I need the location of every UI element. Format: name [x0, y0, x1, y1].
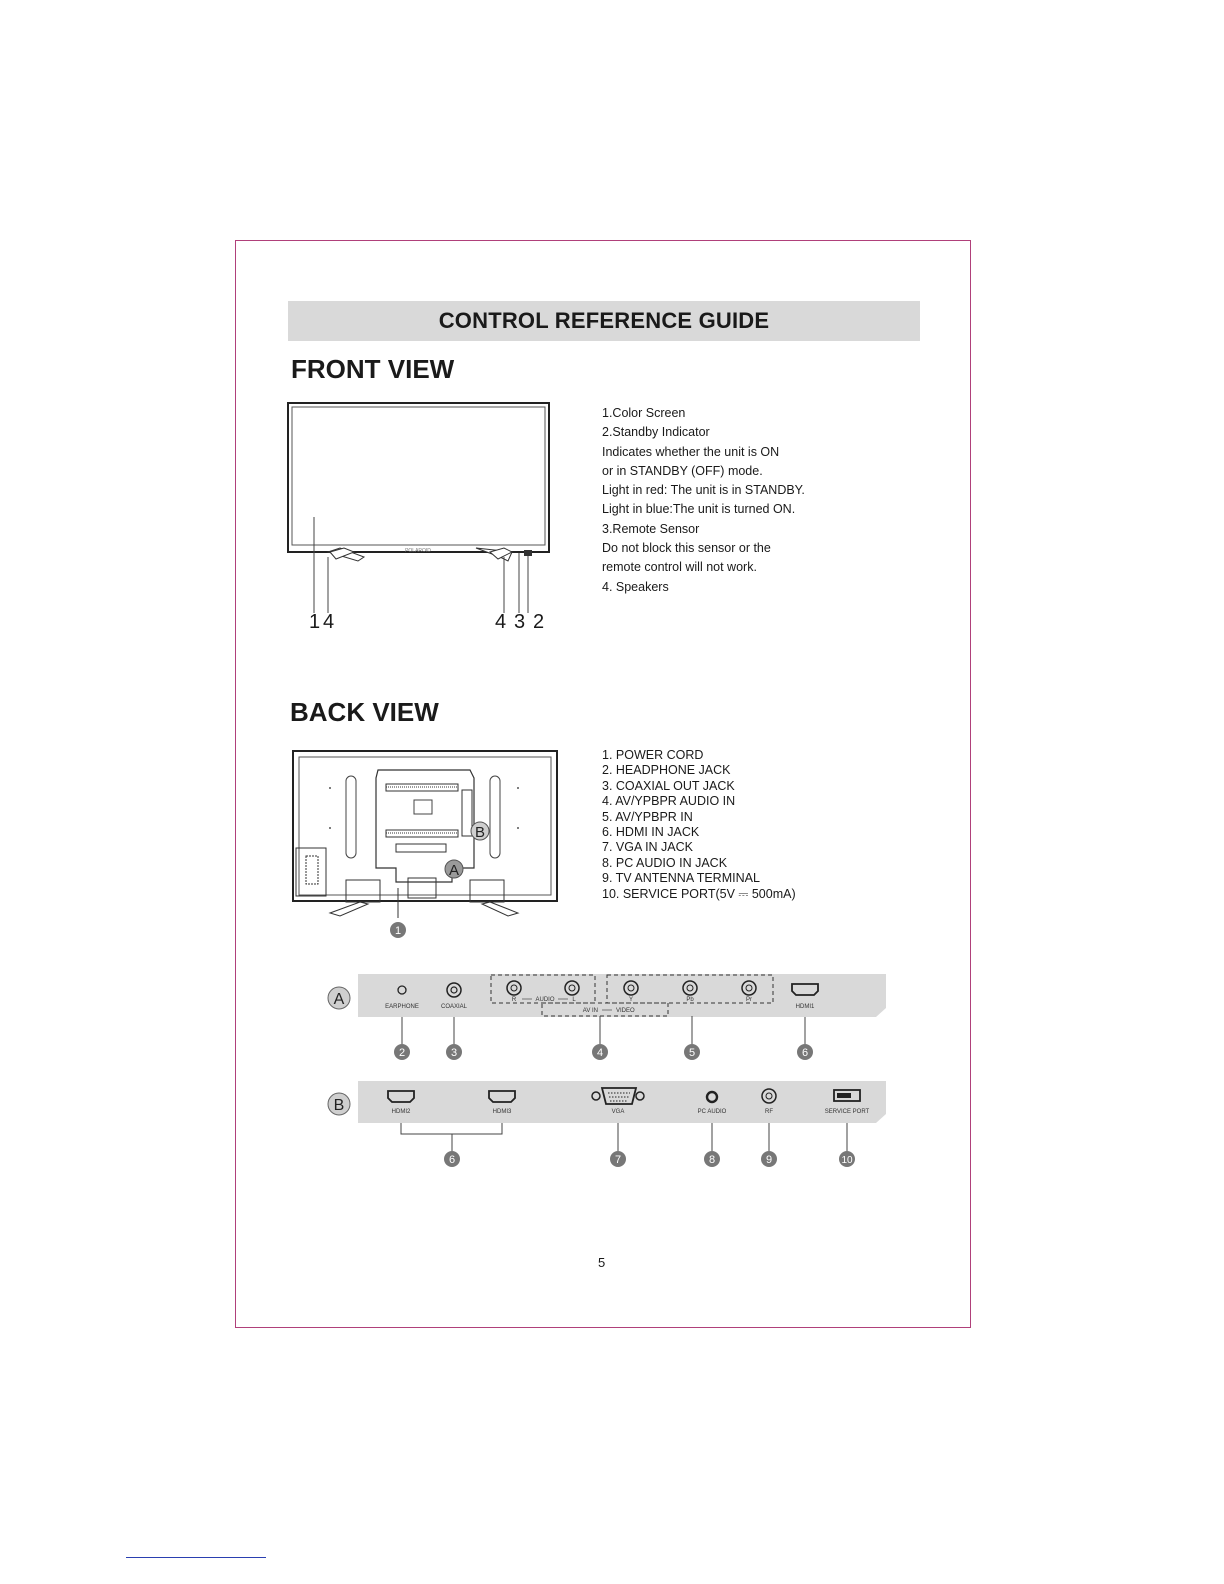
svg-text:HDMI1: HDMI1: [795, 1004, 815, 1010]
tv-brand: POLAROID: [405, 548, 431, 554]
svg-text:6: 6: [801, 1047, 809, 1059]
svg-text:9: 9: [765, 1154, 773, 1166]
svg-text:Y: Y: [628, 997, 634, 1003]
svg-text:2: 2: [398, 1047, 406, 1059]
svg-text:RF: RF: [765, 1109, 773, 1115]
svg-text:7: 7: [614, 1154, 622, 1166]
front-callout-4a: 4: [323, 611, 335, 633]
front-callout-3: 3: [514, 611, 526, 633]
legend-line: 3. COAXIAL OUT JACK: [602, 778, 735, 793]
legend-line: 1.Color Screen: [602, 406, 686, 420]
svg-text:4: 4: [596, 1047, 604, 1059]
front-view-diagram: [280, 395, 550, 635]
legend-line: Light in blue:The unit is turned ON.: [602, 502, 796, 517]
svg-text:SERVICE PORT: SERVICE PORT: [824, 1109, 870, 1115]
svg-text:COAXIAL: COAXIAL: [440, 1004, 468, 1010]
svg-text:6: 6: [448, 1154, 456, 1166]
svg-text:A: A: [333, 991, 345, 1008]
svg-text:VGA: VGA: [611, 1109, 625, 1115]
svg-text:Pb: Pb: [686, 997, 694, 1003]
legend-line: 4. Speakers: [602, 579, 669, 594]
svg-text:5: 5: [688, 1047, 696, 1059]
page-title: CONTROL REFERENCE GUIDE: [438, 308, 770, 333]
svg-text:10: 10: [841, 1155, 853, 1166]
front-view-heading: FRONT VIEW: [291, 354, 455, 384]
svg-text:HDMI2: HDMI2: [391, 1109, 411, 1115]
svg-text:3: 3: [450, 1047, 458, 1059]
svg-text:Pr: Pr: [746, 997, 752, 1003]
legend-line: 10. SERVICE PORT(5V ⎓ 500mA): [602, 886, 796, 901]
svg-text:AV IN: AV IN: [582, 1008, 598, 1014]
legend-line: 9. TV ANTENNA TERMINAL: [602, 871, 760, 886]
front-callout-2: 2: [533, 611, 545, 633]
legend-line: or in STANDBY (OFF) mode.: [602, 463, 763, 478]
legend-line: 8. PC AUDIO IN JACK: [602, 855, 728, 870]
svg-text:PC AUDIO: PC AUDIO: [697, 1109, 727, 1115]
svg-text:AUDIO: AUDIO: [535, 997, 555, 1003]
footer-link-underline: [126, 1557, 266, 1558]
svg-text:VIDEO: VIDEO: [616, 1008, 635, 1014]
tv-screen: [288, 403, 549, 552]
standby-indicator: [524, 550, 532, 556]
panel-b-diagram: [320, 1076, 890, 1176]
svg-text:HDMI3: HDMI3: [492, 1109, 512, 1115]
back-marker-a-label: A: [448, 862, 460, 879]
back-view-diagram: [290, 748, 560, 948]
svg-text:EARPHONE: EARPHONE: [385, 1004, 419, 1010]
back-view-legend: [602, 748, 796, 902]
legend-line: Do not block this sensor or the: [602, 541, 771, 556]
front-callout-4b: 4: [495, 611, 507, 633]
legend-line: 6. HDMI IN JACK: [602, 825, 700, 840]
legend-line: 2.Standby Indicator: [602, 425, 710, 440]
legend-line: 3.Remote Sensor: [602, 521, 700, 536]
legend-line: 4. AV/YPBPR AUDIO IN: [602, 794, 736, 809]
title-bar: [288, 301, 920, 341]
legend-line: 2. HEADPHONE JACK: [602, 763, 731, 778]
svg-text:B: B: [333, 1097, 345, 1114]
panel-a-diagram: [320, 968, 890, 1068]
legend-line: 5. AV/YPBPR IN: [602, 809, 693, 824]
back-marker-1-label: 1: [394, 925, 402, 937]
legend-line: remote control will not work.: [602, 560, 757, 575]
svg-text:L: L: [572, 997, 576, 1003]
front-callout-1: 1: [309, 611, 321, 633]
legend-line: 7. VGA IN JACK: [602, 840, 694, 855]
legend-line: Indicates whether the unit is ON: [602, 444, 780, 459]
back-marker-b-label: B: [474, 824, 486, 841]
page-number: 5: [598, 1255, 606, 1270]
svg-text:8: 8: [708, 1154, 716, 1166]
legend-line: Light in red: The unit is in STANDBY.: [602, 483, 805, 498]
legend-line: 1. POWER CORD: [602, 748, 704, 762]
svg-text:R: R: [511, 997, 517, 1003]
front-view-legend: [602, 404, 805, 597]
back-view-heading: BACK VIEW: [290, 697, 439, 727]
